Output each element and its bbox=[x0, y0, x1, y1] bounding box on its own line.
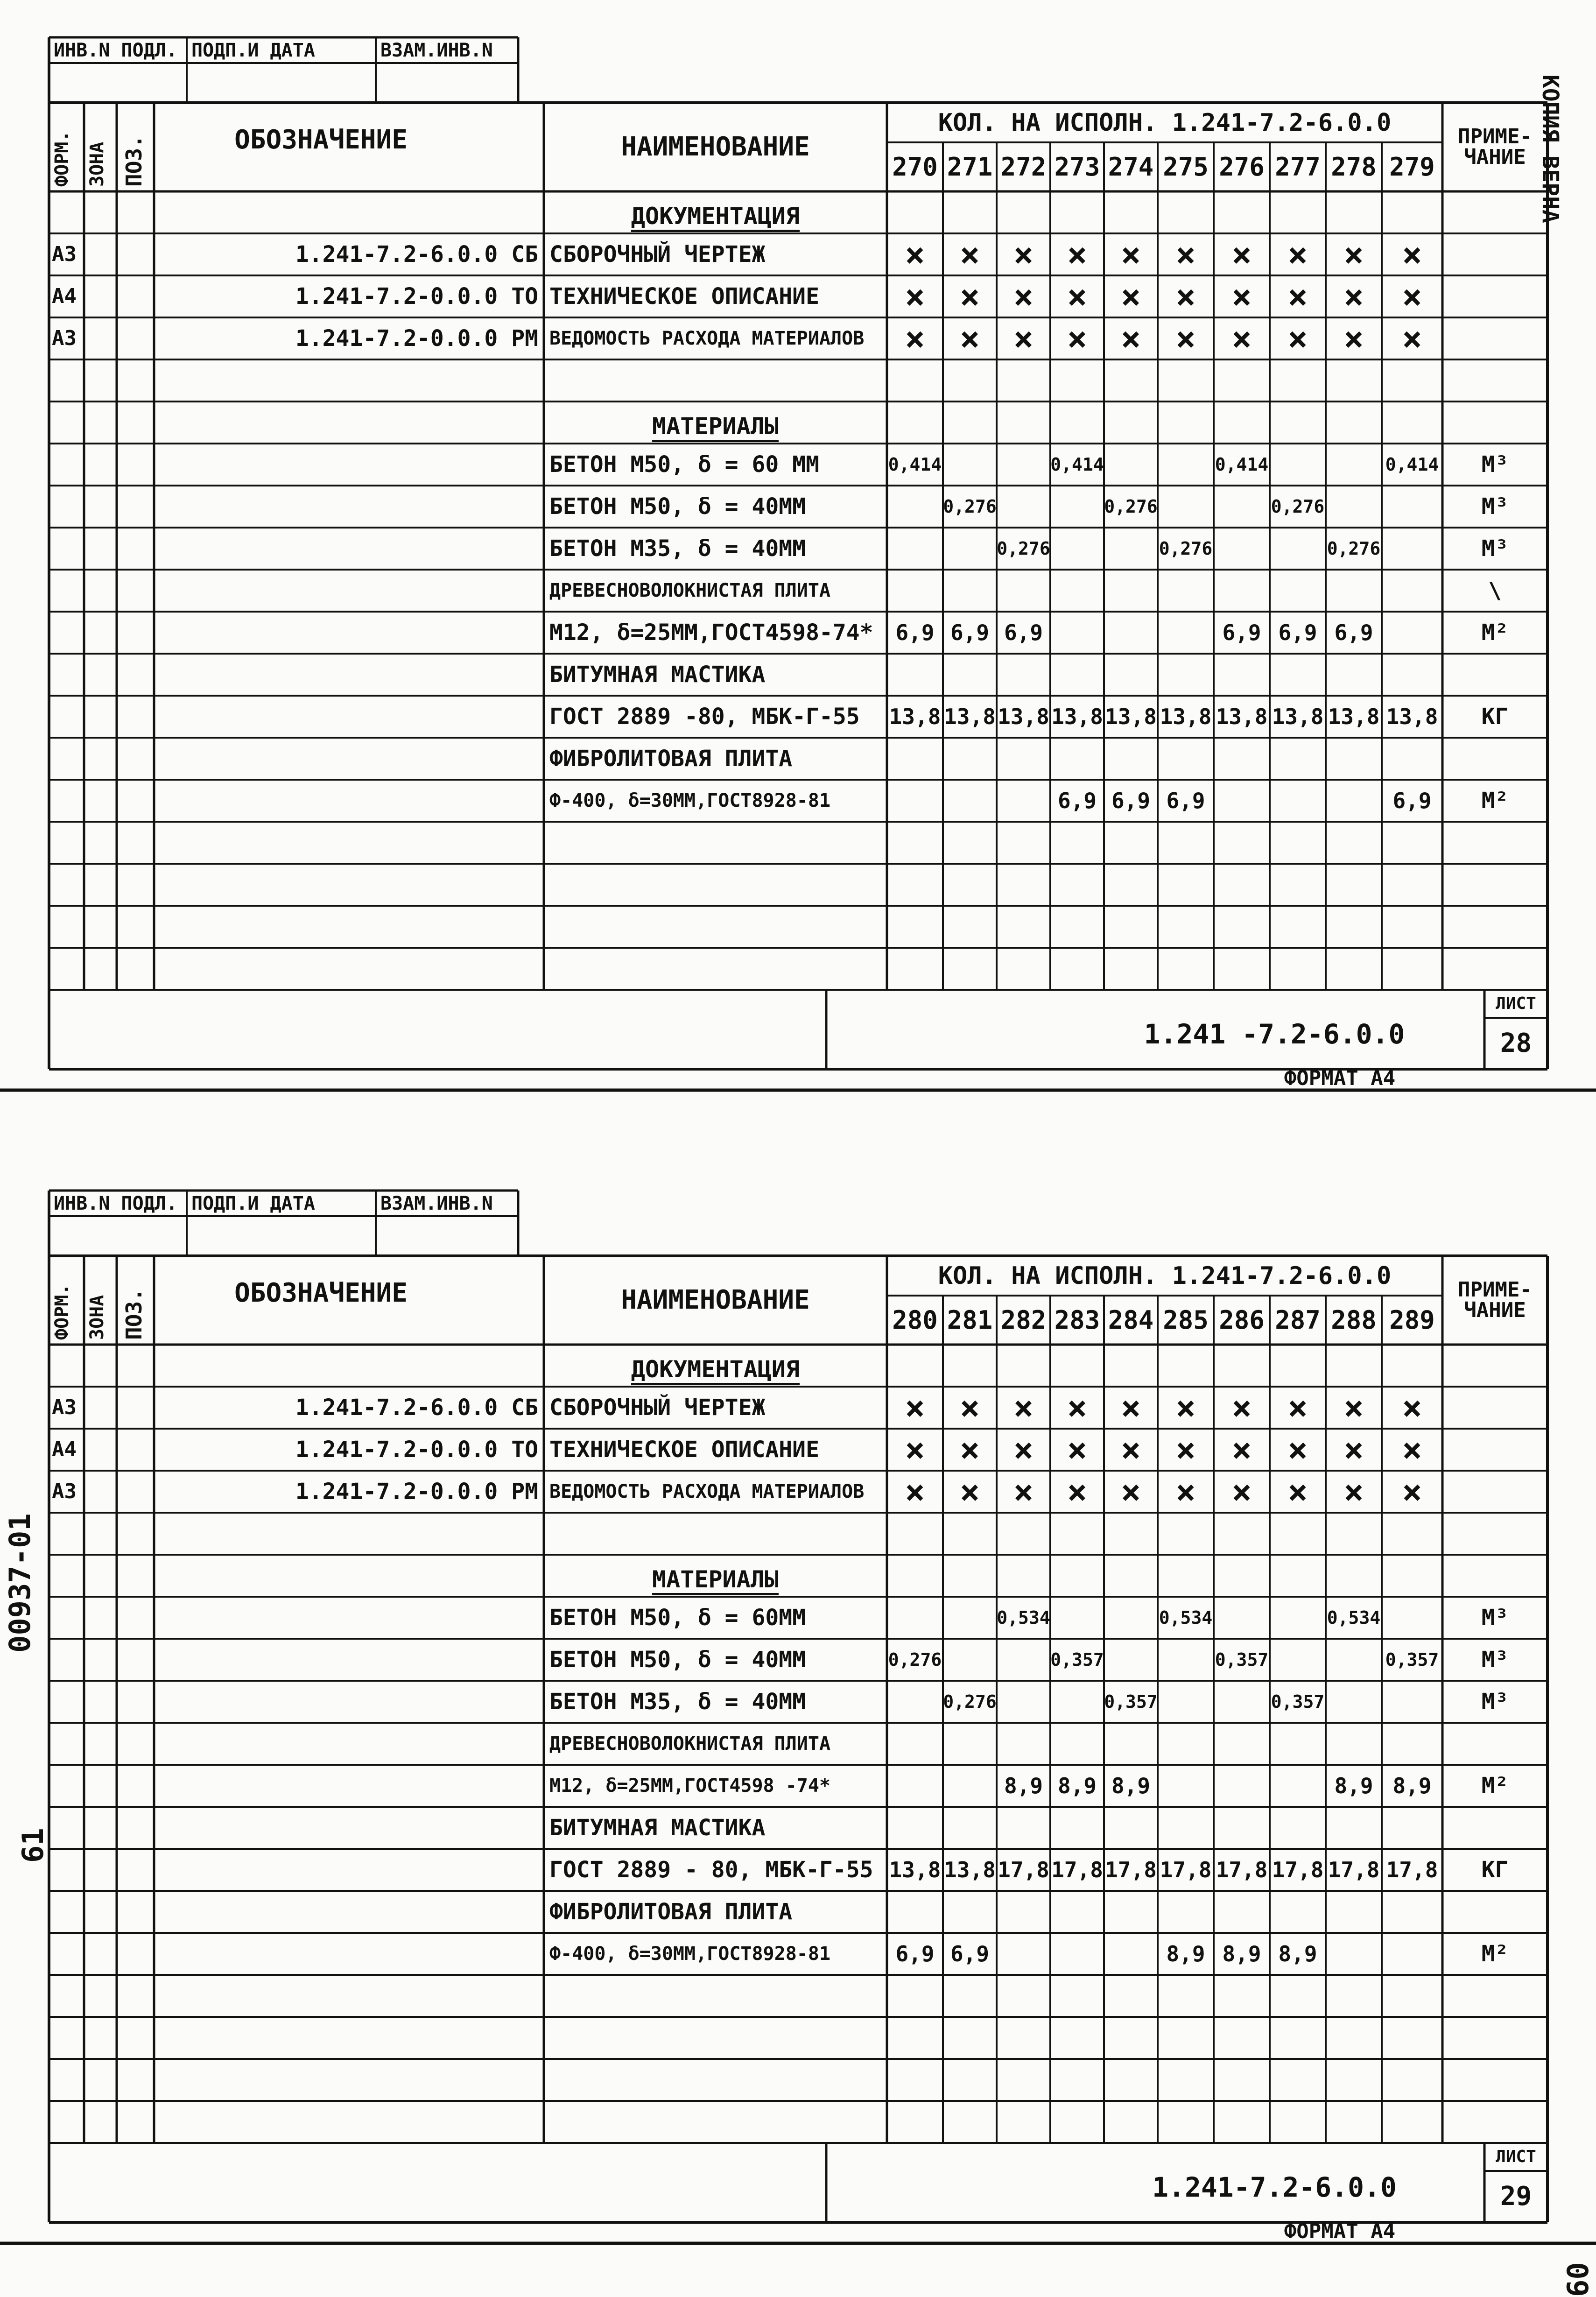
check-mark: × bbox=[1175, 235, 1196, 274]
quantity-value: 0,414 bbox=[888, 454, 942, 475]
cell-unit: М³ bbox=[1481, 1647, 1509, 1673]
list-number: 29 bbox=[1500, 2181, 1532, 2212]
quantity-value: 17,8 bbox=[1328, 1857, 1380, 1882]
quantity-value: 6,9 bbox=[895, 1941, 935, 1966]
quantity-value: 13,8 bbox=[1216, 704, 1268, 729]
stamp-inv-podl: ИНВ.N ПОДЛ. bbox=[54, 39, 177, 61]
quantity-value: 0,276 bbox=[1327, 538, 1381, 559]
variant-number: 279 bbox=[1389, 152, 1435, 182]
check-mark: × bbox=[1287, 1388, 1308, 1427]
section-heading: МАТЕРИАЛЫ bbox=[652, 413, 779, 440]
variant-number: 287 bbox=[1275, 1305, 1321, 1335]
quantity-value: 13,8 bbox=[1386, 704, 1438, 729]
stamp-podp-data: ПОДП.И ДАТА bbox=[191, 39, 315, 61]
check-mark: × bbox=[1231, 1472, 1252, 1511]
check-mark: × bbox=[1402, 1430, 1422, 1469]
check-mark: × bbox=[1343, 1430, 1364, 1469]
variant-number: 285 bbox=[1163, 1305, 1209, 1335]
title-code: 1.241-7.2-6.0.0 bbox=[1152, 2171, 1397, 2203]
cell-designation: 1.241-7.2-0.0.0 ТО bbox=[295, 1437, 538, 1463]
check-mark: × bbox=[1120, 319, 1141, 358]
header-pos: ПОЗ. bbox=[121, 135, 147, 187]
cell-unit: М³ bbox=[1481, 1605, 1509, 1631]
variant-number: 272 bbox=[1000, 152, 1047, 182]
quantity-value: 0,534 bbox=[997, 1607, 1050, 1628]
cell-name: ГОСТ 2889 -80, МБК-Г-55 bbox=[549, 704, 860, 730]
quantity-value: 0,414 bbox=[1385, 454, 1439, 475]
check-mark: × bbox=[905, 1430, 925, 1469]
quantity-value: 17,8 bbox=[1272, 1857, 1324, 1882]
check-mark: × bbox=[1402, 235, 1422, 274]
cell-format: А4 bbox=[52, 1437, 77, 1461]
quantity-value: 13,8 bbox=[889, 1857, 941, 1882]
check-mark: × bbox=[959, 1388, 980, 1427]
cell-designation: 1.241-7.2-0.0.0 РМ bbox=[295, 1479, 538, 1505]
cell-format: А3 bbox=[52, 1480, 77, 1503]
check-mark: × bbox=[1343, 1472, 1364, 1511]
check-mark: × bbox=[905, 277, 925, 316]
cell-name: ФИБРОЛИТОВАЯ ПЛИТА bbox=[549, 1899, 793, 1925]
quantity-value: 0,357 bbox=[1271, 1691, 1325, 1712]
side-page-number-right: 60 bbox=[1561, 2262, 1595, 2297]
quantity-value: 0,276 bbox=[1159, 538, 1213, 559]
header-quantity: КОЛ. НА ИСПОЛН. 1.241-7.2-6.0.0 bbox=[938, 1261, 1392, 1290]
cell-name: БЕТОН М50, δ = 60 ММ bbox=[549, 451, 819, 478]
check-mark: × bbox=[1287, 235, 1308, 274]
quantity-value: 0,357 bbox=[1104, 1691, 1158, 1712]
check-mark: × bbox=[905, 235, 925, 274]
variant-number: 288 bbox=[1331, 1305, 1377, 1335]
variant-number: 282 bbox=[1000, 1305, 1047, 1335]
side-page-number-left: 61 bbox=[16, 1828, 50, 1863]
check-mark: × bbox=[1287, 319, 1308, 358]
cell-name: ДРЕВЕСНОВОЛОКНИСТАЯ ПЛИТА bbox=[549, 580, 831, 601]
quantity-value: 13,8 bbox=[1105, 704, 1157, 729]
quantity-value: 17,8 bbox=[1105, 1857, 1157, 1882]
list-label: ЛИСТ bbox=[1496, 994, 1536, 1013]
quantity-value: 0,357 bbox=[1385, 1649, 1439, 1670]
variant-number: 280 bbox=[892, 1305, 938, 1335]
cell-name: БЕТОН М50, δ = 40ММ bbox=[549, 1647, 806, 1673]
cell-designation: 1.241-7.2-6.0.0 СБ bbox=[295, 241, 538, 268]
quantity-value: 8,9 bbox=[1111, 1773, 1151, 1798]
quantity-value: 6,9 bbox=[1392, 788, 1432, 813]
check-mark: × bbox=[1013, 319, 1034, 358]
cell-name: ТЕХНИЧЕСКОЕ ОПИСАНИЕ bbox=[549, 1437, 819, 1463]
cell-unit: КГ bbox=[1481, 1857, 1509, 1883]
check-mark: × bbox=[1175, 1430, 1196, 1469]
header-note: ПРИМЕ-ЧАНИЕ bbox=[1458, 125, 1532, 169]
check-mark: × bbox=[1067, 277, 1088, 316]
stamp-inv-podl: ИНВ.N ПОДЛ. bbox=[54, 1192, 177, 1214]
cell-unit: М³ bbox=[1481, 1689, 1509, 1715]
quantity-value: 0,276 bbox=[943, 496, 997, 517]
quantity-value: 13,8 bbox=[889, 704, 941, 729]
check-mark: × bbox=[1402, 319, 1422, 358]
cell-designation: 1.241-7.2-0.0.0 РМ bbox=[295, 325, 538, 352]
cell-name: ВЕДОМОСТЬ РАСХОДА МАТЕРИАЛОВ bbox=[549, 328, 865, 349]
quantity-value: 0,357 bbox=[1050, 1649, 1104, 1670]
stamp-podp-data: ПОДП.И ДАТА bbox=[191, 1192, 315, 1214]
cell-name: ВЕДОМОСТЬ РАСХОДА МАТЕРИАЛОВ bbox=[549, 1481, 865, 1502]
header-designation: ОБОЗНАЧЕНИЕ bbox=[234, 1278, 408, 1308]
check-mark: × bbox=[1013, 235, 1034, 274]
section-heading: ДОКУМЕНТАЦИЯ bbox=[631, 203, 800, 230]
variant-number: 289 bbox=[1389, 1305, 1435, 1335]
check-mark: × bbox=[1120, 1388, 1141, 1427]
quantity-value: 13,8 bbox=[1328, 704, 1380, 729]
cell-name: М12, δ=25ММ,ГОСТ4598-74* bbox=[549, 620, 873, 646]
header-name: НАИМЕНОВАНИЕ bbox=[621, 1285, 810, 1315]
check-mark: × bbox=[959, 319, 980, 358]
cell-name: ФИБРОЛИТОВАЯ ПЛИТА bbox=[549, 746, 793, 772]
quantity-value: 0,276 bbox=[997, 538, 1050, 559]
cell-unit: \ bbox=[1488, 578, 1502, 604]
variant-number: 284 bbox=[1108, 1305, 1154, 1335]
quantity-value: 0,534 bbox=[1159, 1607, 1213, 1628]
variant-number: 281 bbox=[947, 1305, 993, 1335]
quantity-value: 13,8 bbox=[944, 1857, 996, 1882]
cell-unit: М³ bbox=[1481, 493, 1509, 520]
check-mark: × bbox=[1067, 1472, 1088, 1511]
quantity-value: 0,534 bbox=[1327, 1607, 1381, 1628]
check-mark: × bbox=[1175, 1472, 1196, 1511]
check-mark: × bbox=[1013, 1430, 1034, 1469]
check-mark: × bbox=[1231, 1430, 1252, 1469]
cell-unit: М² bbox=[1481, 788, 1509, 814]
stamp-vzam-inv: ВЗАМ.ИНВ.N bbox=[380, 1192, 493, 1214]
quantity-value: 0,357 bbox=[1215, 1649, 1269, 1670]
header-name: НАИМЕНОВАНИЕ bbox=[621, 132, 810, 162]
check-mark: × bbox=[1402, 277, 1422, 316]
quantity-value: 6,9 bbox=[1278, 620, 1317, 645]
section-heading: МАТЕРИАЛЫ bbox=[652, 1566, 779, 1593]
quantity-value: 13,8 bbox=[1272, 704, 1324, 729]
cell-name: ТЕХНИЧЕСКОЕ ОПИСАНИЕ bbox=[549, 283, 819, 310]
format-label: ФОРМАТ А4 bbox=[1284, 2219, 1396, 2243]
cell-name: ГОСТ 2889 - 80, МБК-Г-55 bbox=[549, 1857, 873, 1883]
check-mark: × bbox=[959, 235, 980, 274]
check-mark: × bbox=[1343, 277, 1364, 316]
variant-number: 274 bbox=[1108, 152, 1154, 182]
quantity-value: 0,414 bbox=[1215, 454, 1269, 475]
check-mark: × bbox=[1067, 1388, 1088, 1427]
check-mark: × bbox=[1120, 1472, 1141, 1511]
check-mark: × bbox=[959, 1472, 980, 1511]
variant-number: 276 bbox=[1219, 152, 1265, 182]
title-code: 1.241 -7.2-6.0.0 bbox=[1144, 1018, 1405, 1050]
header-format: ФОРМ. bbox=[51, 130, 73, 187]
check-mark: × bbox=[1067, 235, 1088, 274]
quantity-value: 13,8 bbox=[944, 704, 996, 729]
check-mark: × bbox=[1287, 1472, 1308, 1511]
variant-number: 275 bbox=[1163, 152, 1209, 182]
cell-designation: 1.241-7.2-6.0.0 СБ bbox=[295, 1395, 538, 1421]
check-mark: × bbox=[1120, 1430, 1141, 1469]
quantity-value: 0,414 bbox=[1050, 454, 1104, 475]
header-quantity: КОЛ. НА ИСПОЛН. 1.241-7.2-6.0.0 bbox=[938, 108, 1392, 137]
section-heading: ДОКУМЕНТАЦИЯ bbox=[631, 1356, 800, 1383]
check-mark: × bbox=[1287, 277, 1308, 316]
quantity-value: 6,9 bbox=[950, 620, 990, 645]
cell-name: СБОРОЧНЫЙ ЧЕРТЕЖ bbox=[549, 1395, 766, 1421]
cell-format: А3 bbox=[52, 1395, 77, 1419]
quantity-value: 6,9 bbox=[1222, 620, 1261, 645]
quantity-value: 8,9 bbox=[1004, 1773, 1043, 1798]
cell-name: БЕТОН М35, δ = 40ММ bbox=[549, 1689, 806, 1715]
cell-unit: М³ bbox=[1481, 535, 1509, 562]
cell-unit: М³ bbox=[1481, 451, 1509, 478]
variant-number: 277 bbox=[1275, 152, 1321, 182]
check-mark: × bbox=[1120, 277, 1141, 316]
variant-number: 271 bbox=[947, 152, 993, 182]
quantity-value: 0,276 bbox=[1271, 496, 1325, 517]
format-label: ФОРМАТ А4 bbox=[1284, 1066, 1396, 1090]
cell-name: СБОРОЧНЫЙ ЧЕРТЕЖ bbox=[549, 241, 766, 268]
quantity-value: 17,8 bbox=[1051, 1857, 1103, 1882]
quantity-value: 13,8 bbox=[1160, 704, 1212, 729]
quantity-value: 8,9 bbox=[1334, 1773, 1373, 1798]
side-archive-number: 00937-01 bbox=[3, 1513, 37, 1653]
quantity-value: 17,8 bbox=[1160, 1857, 1212, 1882]
check-mark: × bbox=[1343, 235, 1364, 274]
check-mark: × bbox=[1231, 1388, 1252, 1427]
quantity-value: 0,276 bbox=[888, 1649, 942, 1670]
cell-name: БИТУМНАЯ МАСТИКА bbox=[549, 1815, 766, 1841]
check-mark: × bbox=[1067, 1430, 1088, 1469]
variant-number: 283 bbox=[1054, 1305, 1100, 1335]
quantity-value: 8,9 bbox=[1222, 1941, 1261, 1966]
quantity-value: 6,9 bbox=[1057, 788, 1097, 813]
spec-sheet-29 bbox=[0, 1153, 1596, 2293]
check-mark: × bbox=[1175, 277, 1196, 316]
check-mark: × bbox=[1067, 319, 1088, 358]
check-mark: × bbox=[905, 319, 925, 358]
check-mark: × bbox=[1175, 319, 1196, 358]
quantity-value: 13,8 bbox=[998, 704, 1049, 729]
header-pos: ПОЗ. bbox=[121, 1288, 147, 1340]
check-mark: × bbox=[1120, 235, 1141, 274]
cell-name: БЕТОН М35, δ = 40ММ bbox=[549, 535, 806, 562]
check-mark: × bbox=[1013, 277, 1034, 316]
quantity-value: 0,276 bbox=[943, 1691, 997, 1712]
quantity-value: 0,276 bbox=[1104, 496, 1158, 517]
check-mark: × bbox=[1402, 1472, 1422, 1511]
cell-name: Ф-400, δ=30ММ,ГОСТ8928-81 bbox=[549, 1943, 831, 1965]
cell-name: БЕТОН М50, δ = 60ММ bbox=[549, 1605, 806, 1631]
check-mark: × bbox=[959, 1430, 980, 1469]
header-format: ФОРМ. bbox=[51, 1283, 73, 1340]
header-note: ПРИМЕ-ЧАНИЕ bbox=[1458, 1278, 1532, 1322]
stamp-vzam-inv: ВЗАМ.ИНВ.N bbox=[380, 39, 493, 61]
cell-name: ДРЕВЕСНОВОЛОКНИСТАЯ ПЛИТА bbox=[549, 1733, 831, 1754]
check-mark: × bbox=[905, 1388, 925, 1427]
quantity-value: 6,9 bbox=[1004, 620, 1043, 645]
quantity-value: 6,9 bbox=[1334, 620, 1373, 645]
quantity-value: 8,9 bbox=[1166, 1941, 1205, 1966]
variant-number: 278 bbox=[1331, 152, 1377, 182]
check-mark: × bbox=[1402, 1388, 1422, 1427]
quantity-value: 8,9 bbox=[1057, 1773, 1097, 1798]
cell-name: Ф-400, δ=30ММ,ГОСТ8928-81 bbox=[549, 790, 831, 811]
cell-name: М12, δ=25ММ,ГОСТ4598 -74* bbox=[549, 1775, 831, 1797]
quantity-value: 6,9 bbox=[950, 1941, 990, 1966]
cell-unit: М² bbox=[1481, 1773, 1509, 1799]
check-mark: × bbox=[1231, 277, 1252, 316]
check-mark: × bbox=[959, 277, 980, 316]
quantity-value: 8,9 bbox=[1278, 1941, 1317, 1966]
header-zone: ЗОНА bbox=[86, 141, 108, 187]
check-mark: × bbox=[1013, 1388, 1034, 1427]
quantity-value: 17,8 bbox=[998, 1857, 1049, 1882]
cell-name: БЕТОН М50, δ = 40ММ bbox=[549, 493, 806, 520]
cell-format: А3 bbox=[52, 242, 77, 266]
cell-unit: КГ bbox=[1481, 704, 1509, 730]
check-mark: × bbox=[1231, 235, 1252, 274]
list-label: ЛИСТ bbox=[1496, 2147, 1536, 2166]
quantity-value: 17,8 bbox=[1216, 1857, 1268, 1882]
check-mark: × bbox=[1013, 1472, 1034, 1511]
check-mark: × bbox=[1175, 1388, 1196, 1427]
header-designation: ОБОЗНАЧЕНИЕ bbox=[234, 125, 408, 155]
check-mark: × bbox=[1231, 319, 1252, 358]
quantity-value: 13,8 bbox=[1051, 704, 1103, 729]
list-number: 28 bbox=[1500, 1028, 1532, 1058]
check-mark: × bbox=[1343, 1388, 1364, 1427]
cell-name: БИТУМНАЯ МАСТИКА bbox=[549, 662, 766, 688]
copy-certified-stamp: КОПИЯ ВЕРНА bbox=[1537, 75, 1563, 223]
header-zone: ЗОНА bbox=[86, 1295, 108, 1340]
quantity-value: 6,9 bbox=[1111, 788, 1151, 813]
cell-format: А4 bbox=[52, 284, 77, 308]
variant-number: 286 bbox=[1219, 1305, 1265, 1335]
quantity-value: 17,8 bbox=[1386, 1857, 1438, 1882]
cell-designation: 1.241-7.2-0.0.0 ТО bbox=[295, 283, 538, 310]
check-mark: × bbox=[1343, 319, 1364, 358]
variant-number: 270 bbox=[892, 152, 938, 182]
quantity-value: 6,9 bbox=[895, 620, 935, 645]
variant-number: 273 bbox=[1054, 152, 1100, 182]
check-mark: × bbox=[905, 1472, 925, 1511]
cell-unit: М² bbox=[1481, 620, 1509, 646]
check-mark: × bbox=[1287, 1430, 1308, 1469]
quantity-value: 6,9 bbox=[1166, 788, 1205, 813]
quantity-value: 8,9 bbox=[1392, 1773, 1432, 1798]
cell-format: А3 bbox=[52, 326, 77, 350]
cell-unit: М² bbox=[1481, 1941, 1509, 1967]
